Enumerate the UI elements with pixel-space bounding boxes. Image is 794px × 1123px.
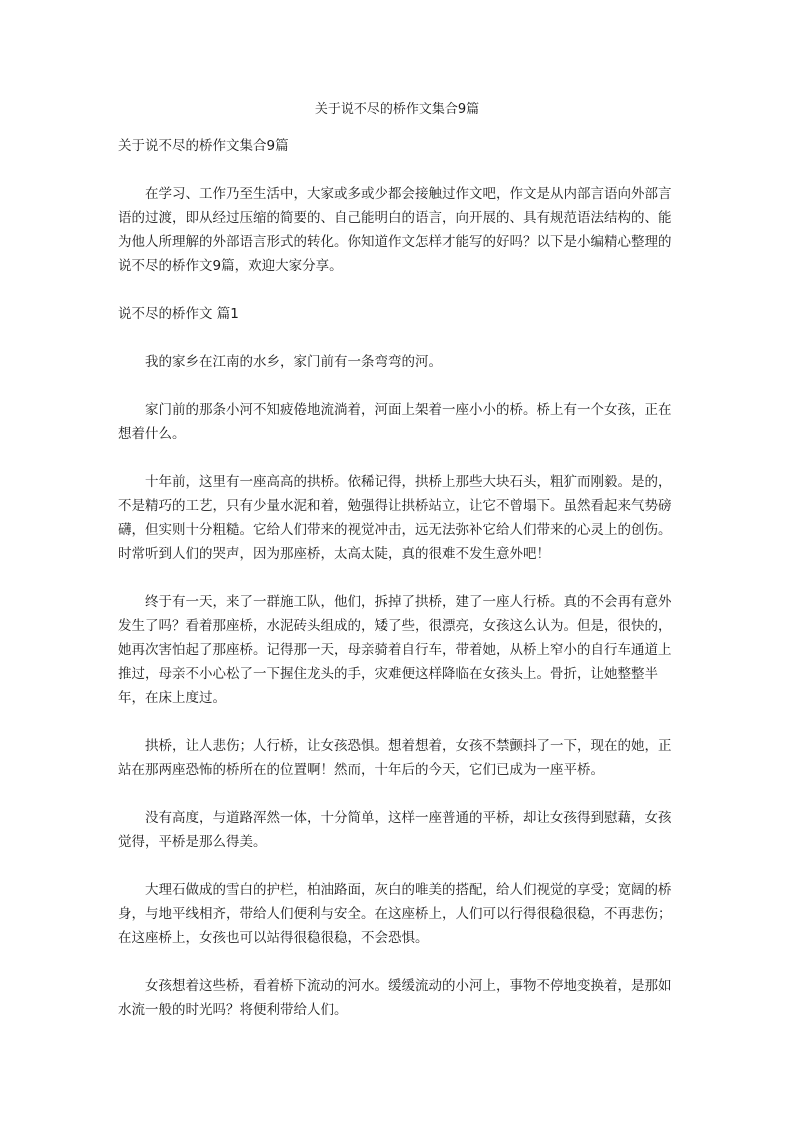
body-paragraph: 大理石做成的雪白的护栏，柏油路面，灰白的唯美的搭配，给人们视觉的享受；宽阔的桥身，与地平线相齐，带给人们便利与安全。在这座桥上，人们可以行得很稳很稳，不再悲伤；在这座桥上，女孩也可以站得很稳很稳，不会恐惧。 [118,882,672,946]
body-paragraph: 十年前，这里有一座高高的拱桥。依稀记得，拱桥上那些大块石头，粗犷而刚毅。是的，不是精巧的工艺，只有少量水泥和着，勉强得让拱桥站立，让它不曾塌下。虽然看起来气势磅礴，但实则十分粗糙。它给人们带来的视觉冲击，远无法弥补它给人们带来的心灵上的创伤。时常听到人们的哭声，因为那座桥，太高太陡，真的很难不发生意外吧！ [118,474,672,562]
body-paragraph: 我的家乡在江南的水乡，家门前有一条弯弯的河。 [145,354,442,370]
body-paragraph: 女孩想着这些桥，看着桥下流动的河水。缓缓流动的小河上，事物不停地变换着，是那如水流一般的时光吗？将便利带给人们。 [118,978,672,1018]
document-body [118,134,680,1046]
intro-paragraph: 在学习、工作乃至生活中，大家或多或少都会接触过作文吧，作文是从内部言语向外部言语的过渡，即从经过压缩的简要的、自己能明白的语言，向开展的、具有规范语法结构的、能为他人所理解的外部语言形式的转化。你知道作文怎样才能写的好吗？以下是小编精心整理的说不尽的桥作文9篇，欢迎大家分享。 [118,186,672,274]
document-title: 关于说不尽的桥作文集合9篇 [314,102,480,117]
body-paragraph: 拱桥，让人悲伤；人行桥，让女孩恐惧。想着想着，女孩不禁颤抖了一下，现在的她，正站在那两座恐怖的桥所在的位置啊！然而，十年后的今天，它们已成为一座平桥。 [118,738,672,778]
body-paragraph: 终于有一天，来了一群施工队，他们，拆掉了拱桥，建了一座人行桥。真的不会再有意外发生了吗？看着那座桥，水泥砖头组成的，矮了些，很漂亮，女孩这么认为。但是，很快的，她再次害怕起了那座桥。记得那一天，母亲骑着自行车，带着她，从桥上窄小的自行车通道上推过，母亲不小心松了一下握住龙头的手，灾难便这样降临在女孩头上。骨折，让她整整半年，在床上度过。 [118,594,672,706]
body-paragraph: 家门前的那条小河不知疲倦地流淌着，河面上架着一座小小的桥。桥上有一个女孩，正在想着什么。 [118,402,672,442]
body-paragraph: 没有高度，与道路浑然一体，十分简单，这样一座普通的平桥，却让女孩得到慰藉，女孩觉得，平桥是那么得美。 [118,810,672,850]
section-heading: 说不尽的桥作文 篇1 [118,306,239,322]
document-subtitle: 关于说不尽的桥作文集合9篇 [118,138,289,154]
